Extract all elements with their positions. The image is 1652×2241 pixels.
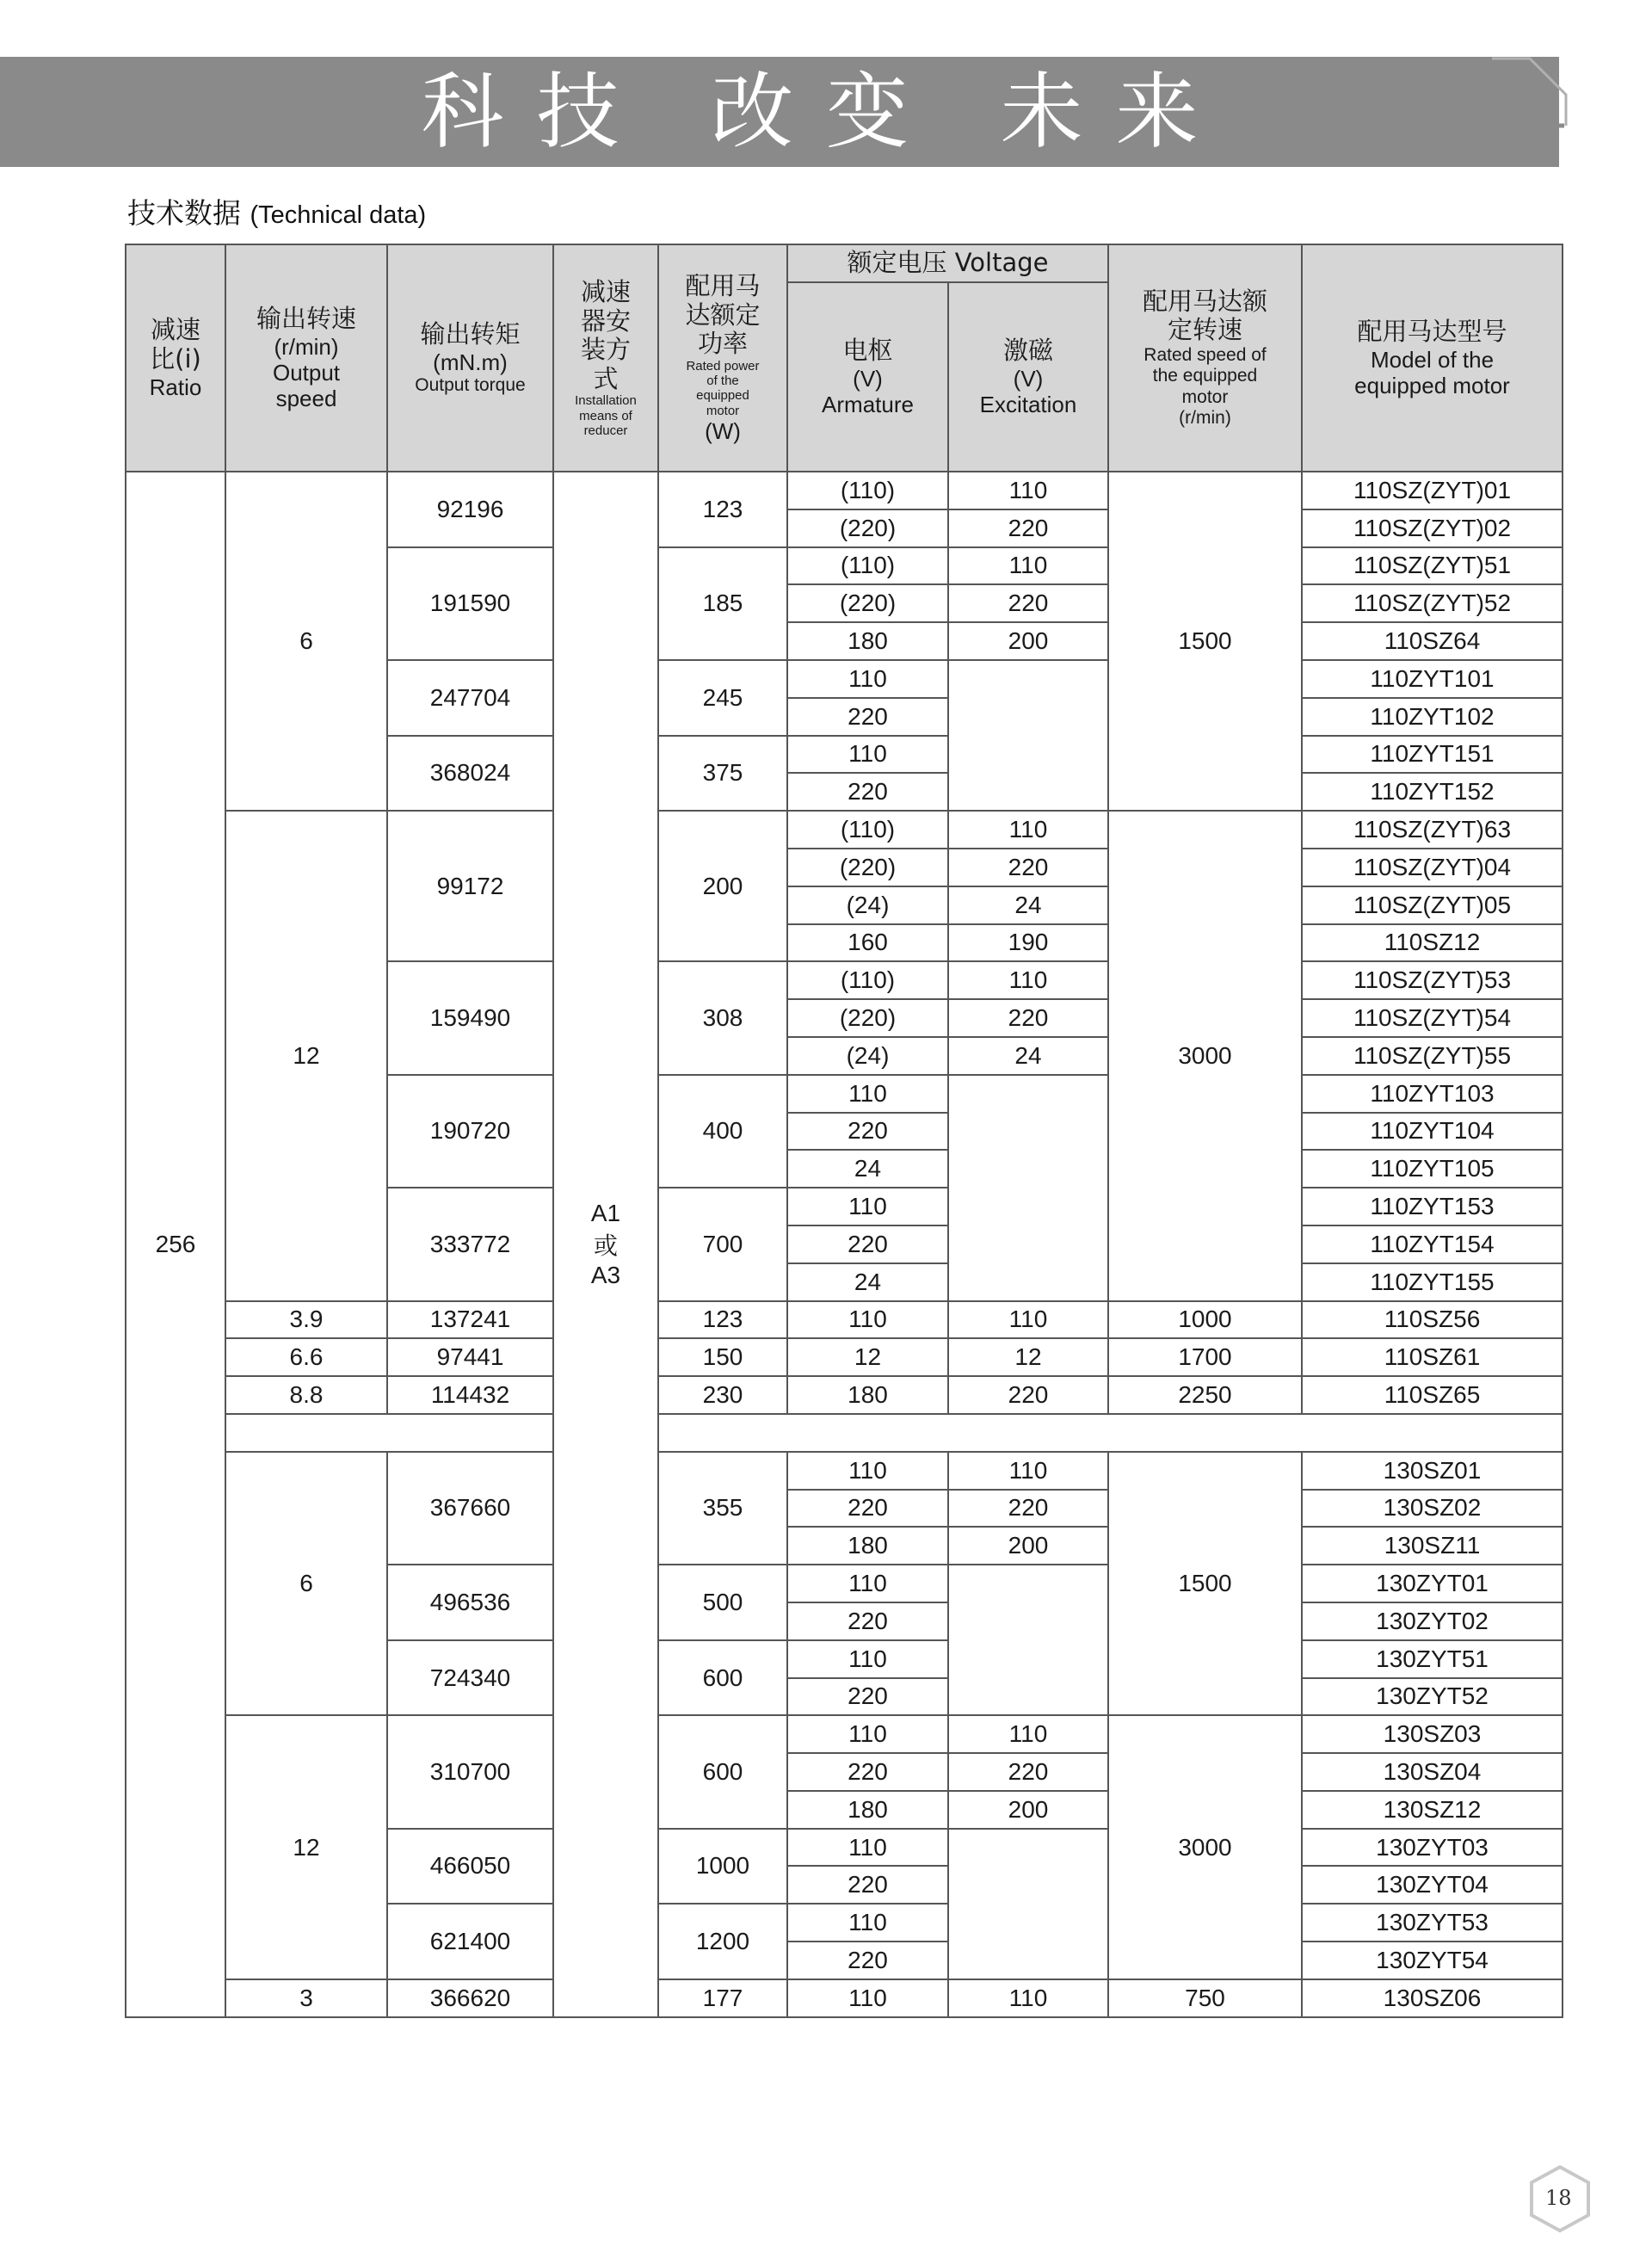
rated-speed-cell: 1500 [1108, 1452, 1302, 1716]
armature-cell: (220) [787, 999, 948, 1037]
armature-cell: (110) [787, 472, 948, 509]
armature-cell: 24 [787, 1150, 948, 1188]
excitation-cell: 220 [948, 1490, 1108, 1528]
rated-power-cell: 308 [658, 961, 787, 1074]
armature-cell: (110) [787, 811, 948, 849]
output-torque-cell: 368024 [387, 736, 553, 812]
rated-speed-cell: 3000 [1108, 1715, 1302, 1979]
output-torque-cell: 724340 [387, 1640, 553, 1716]
output-speed-cell: 3 [225, 1979, 387, 2017]
armature-cell: 220 [787, 1753, 948, 1791]
section-title [127, 191, 426, 232]
output-torque-cell: 190720 [387, 1075, 553, 1188]
output-torque-cell: 114432 [387, 1376, 553, 1414]
excitation-cell: 110 [948, 1452, 1108, 1490]
armature-cell: 110 [787, 1904, 948, 1942]
armature-cell: 110 [787, 1452, 948, 1490]
armature-cell: 220 [787, 1942, 948, 1979]
excitation-cell: 110 [948, 811, 1108, 849]
output-torque-cell: 159490 [387, 961, 553, 1074]
armature-cell: 110 [787, 1715, 948, 1753]
armature-cell: 220 [787, 1678, 948, 1716]
header-excitation: 激磁 (V) Excitation [948, 282, 1108, 472]
motor-model-cell: 130SZ04 [1302, 1753, 1563, 1791]
banner-title: 科技 改变 未来 [421, 64, 1231, 160]
output-torque-cell: 92196 [387, 472, 553, 547]
excitation-cell: 12 [948, 1338, 1108, 1376]
table-body [126, 472, 1563, 2017]
armature-cell: 110 [787, 1075, 948, 1113]
rated-speed-cell: 750 [1108, 1979, 1302, 2017]
armature-cell: 12 [787, 1338, 948, 1376]
armature-cell: 110 [787, 1565, 948, 1602]
armature-cell: 220 [787, 1113, 948, 1151]
motor-model-cell: 130ZYT03 [1302, 1829, 1563, 1867]
excitation-cell: 110 [948, 1979, 1108, 2017]
armature-cell: 110 [787, 1829, 948, 1867]
table-row [126, 1301, 1563, 1339]
excitation-cell: 220 [948, 584, 1108, 622]
excitation-cell-empty [948, 1565, 1108, 1715]
motor-model-cell: 110ZYT102 [1302, 698, 1563, 736]
armature-cell: (24) [787, 886, 948, 924]
motor-model-cell: 130ZYT53 [1302, 1904, 1563, 1942]
output-torque-cell: 310700 [387, 1715, 553, 1828]
header-armature: 电枢 (V) Armature [787, 282, 948, 472]
motor-model-cell: 130ZYT54 [1302, 1942, 1563, 1979]
header-row-1 [126, 244, 1563, 282]
technical-data-table [125, 244, 1563, 2018]
armature-cell: 180 [787, 1527, 948, 1565]
rated-power-cell: 123 [658, 1301, 787, 1339]
header-ratio: 减速 比(i) Ratio [126, 244, 225, 472]
excitation-cell: 200 [948, 622, 1108, 660]
gap-cell [225, 1414, 553, 1452]
motor-model-cell: 130SZ02 [1302, 1490, 1563, 1528]
motor-model-cell: 110SZ65 [1302, 1376, 1563, 1414]
motor-model-cell: 130SZ06 [1302, 1979, 1563, 2017]
rated-power-cell: 600 [658, 1715, 787, 1828]
rated-power-cell: 355 [658, 1452, 787, 1565]
motor-model-cell: 110SZ(ZYT)04 [1302, 849, 1563, 886]
output-torque-cell: 191590 [387, 547, 553, 660]
section-title-zh: 技术数据 [127, 196, 241, 230]
output-torque-cell: 466050 [387, 1829, 553, 1905]
motor-model-cell: 110SZ(ZYT)53 [1302, 961, 1563, 999]
excitation-cell: 110 [948, 961, 1108, 999]
motor-model-cell: 110ZYT153 [1302, 1188, 1563, 1225]
page-number: 18 [1545, 2186, 1572, 2210]
excitation-cell: 220 [948, 1753, 1108, 1791]
armature-cell: 220 [787, 1866, 948, 1904]
armature-cell: 160 [787, 924, 948, 962]
excitation-cell-empty [948, 660, 1108, 811]
armature-cell: 220 [787, 1490, 948, 1528]
section-title-en: (Technical data) [250, 201, 427, 229]
output-speed-cell: 12 [225, 1715, 387, 1979]
rated-power-cell: 400 [658, 1075, 787, 1188]
output-speed-cell: 6 [225, 472, 387, 811]
rated-power-cell: 1000 [658, 1829, 787, 1905]
excitation-cell: 110 [948, 1715, 1108, 1753]
ratio-cell: 256 [126, 472, 225, 2017]
output-torque-cell: 366620 [387, 1979, 553, 2017]
rated-power-cell: 700 [658, 1188, 787, 1300]
excitation-cell: 220 [948, 849, 1108, 886]
excitation-cell: 190 [948, 924, 1108, 962]
motor-model-cell: 130ZYT02 [1302, 1602, 1563, 1640]
output-speed-cell: 12 [225, 811, 387, 1300]
motor-model-cell: 110SZ(ZYT)55 [1302, 1037, 1563, 1075]
table-row [126, 1715, 1563, 1753]
header-output-torque: 输出转矩 (mN.m) Output torque [387, 244, 553, 472]
armature-cell: (220) [787, 584, 948, 622]
excitation-cell: 24 [948, 886, 1108, 924]
gap-cell [658, 1414, 1563, 1452]
motor-model-cell: 110ZYT101 [1302, 660, 1563, 698]
motor-model-cell: 110SZ(ZYT)02 [1302, 509, 1563, 547]
armature-cell: (110) [787, 961, 948, 999]
motor-model-cell: 110SZ(ZYT)54 [1302, 999, 1563, 1037]
installation-option: A3 [590, 1261, 621, 1288]
armature-cell: 24 [787, 1263, 948, 1301]
output-torque-cell: 97441 [387, 1338, 553, 1376]
armature-cell: 220 [787, 1602, 948, 1640]
rated-speed-cell: 1700 [1108, 1338, 1302, 1376]
rated-power-cell: 600 [658, 1640, 787, 1716]
armature-cell: (220) [787, 509, 948, 547]
armature-cell: 110 [787, 1979, 948, 2017]
motor-model-cell: 130SZ01 [1302, 1452, 1563, 1490]
motor-model-cell: 110ZYT151 [1302, 736, 1563, 774]
excitation-cell-empty [948, 1829, 1108, 1979]
motor-model-cell: 130SZ03 [1302, 1715, 1563, 1753]
output-torque-cell: 247704 [387, 660, 553, 736]
motor-model-cell: 110SZ64 [1302, 622, 1563, 660]
table-row [126, 811, 1563, 849]
installation-option: A1 [590, 1199, 621, 1226]
technical-data-table-wrapper [125, 244, 1562, 2018]
page-corner-fold-icon [1483, 53, 1569, 139]
armature-cell: 110 [787, 660, 948, 698]
excitation-cell: 220 [948, 509, 1108, 547]
installation-option: 或 [593, 1232, 618, 1259]
header-installation: 减速 器安 装方 式 Installation means of reducer [553, 244, 658, 472]
motor-model-cell: 110ZYT104 [1302, 1113, 1563, 1151]
table-row [126, 1452, 1563, 1490]
armature-cell: (220) [787, 849, 948, 886]
header-rated-speed: 配用马达额 定转速 Rated speed of the equipped motor (r/min) [1108, 244, 1302, 472]
excitation-cell: 110 [948, 1301, 1108, 1339]
header-voltage: 额定电压 Voltage [787, 244, 1108, 282]
motor-model-cell: 130ZYT51 [1302, 1640, 1563, 1678]
rated-power-cell: 230 [658, 1376, 787, 1414]
output-torque-cell: 137241 [387, 1301, 553, 1339]
excitation-cell: 220 [948, 999, 1108, 1037]
motor-model-cell: 110SZ56 [1302, 1301, 1563, 1339]
excitation-cell: 200 [948, 1527, 1108, 1565]
armature-cell: 180 [787, 622, 948, 660]
excitation-cell: 220 [948, 1376, 1108, 1414]
motor-model-cell: 110ZYT105 [1302, 1150, 1563, 1188]
header-output-speed: 输出转速 (r/min) Output speed [225, 244, 387, 472]
rated-power-cell: 150 [658, 1338, 787, 1376]
rated-power-cell: 177 [658, 1979, 787, 2017]
output-torque-cell: 333772 [387, 1188, 553, 1300]
armature-cell: 110 [787, 736, 948, 774]
motor-model-cell: 110SZ(ZYT)52 [1302, 584, 1563, 622]
table-row [126, 472, 1563, 509]
output-speed-cell: 6 [225, 1452, 387, 1716]
excitation-cell: 110 [948, 547, 1108, 585]
excitation-cell: 200 [948, 1791, 1108, 1829]
motor-model-cell: 130ZYT01 [1302, 1565, 1563, 1602]
table-row [126, 1979, 1563, 2017]
rated-power-cell: 123 [658, 472, 787, 547]
motor-model-cell: 110ZYT155 [1302, 1263, 1563, 1301]
output-speed-cell: 8.8 [225, 1376, 387, 1414]
rated-speed-cell: 1000 [1108, 1301, 1302, 1339]
output-torque-cell: 621400 [387, 1904, 553, 1979]
rated-power-cell: 185 [658, 547, 787, 660]
header-rated-power: 配用马 达额定 功率 Rated power of the equipped motor (W) [658, 244, 787, 472]
motor-model-cell: 110ZYT154 [1302, 1225, 1563, 1263]
rated-speed-cell: 3000 [1108, 811, 1302, 1300]
motor-model-cell: 130SZ12 [1302, 1791, 1563, 1829]
output-torque-cell: 99172 [387, 811, 553, 961]
armature-cell: 220 [787, 698, 948, 736]
motor-model-cell: 110SZ(ZYT)05 [1302, 886, 1563, 924]
rated-power-cell: 500 [658, 1565, 787, 1640]
motor-model-cell: 130ZYT52 [1302, 1678, 1563, 1716]
motor-model-cell: 110SZ(ZYT)63 [1302, 811, 1563, 849]
output-torque-cell: 496536 [387, 1565, 553, 1640]
armature-cell: 180 [787, 1376, 948, 1414]
output-torque-cell: 367660 [387, 1452, 553, 1565]
rated-speed-cell: 2250 [1108, 1376, 1302, 1414]
excitation-cell: 110 [948, 472, 1108, 509]
rated-power-cell: 375 [658, 736, 787, 812]
excitation-cell-empty [948, 1075, 1108, 1301]
installation-cell [553, 472, 658, 2017]
motor-model-cell: 110ZYT103 [1302, 1075, 1563, 1113]
motor-model-cell: 130SZ11 [1302, 1527, 1563, 1565]
table-row [126, 1376, 1563, 1414]
armature-cell: (110) [787, 547, 948, 585]
armature-cell: 110 [787, 1640, 948, 1678]
motor-model-cell: 110SZ(ZYT)01 [1302, 472, 1563, 509]
armature-cell: 110 [787, 1301, 948, 1339]
output-speed-cell: 3.9 [225, 1301, 387, 1339]
header-motor-model: 配用马达型号 Model of the equipped motor [1302, 244, 1563, 472]
rated-speed-cell: 1500 [1108, 472, 1302, 811]
table-row [126, 1338, 1563, 1376]
motor-model-cell: 130ZYT04 [1302, 1866, 1563, 1904]
armature-cell: (24) [787, 1037, 948, 1075]
armature-cell: 110 [787, 1188, 948, 1225]
rated-power-cell: 200 [658, 811, 787, 961]
motor-model-cell: 110SZ(ZYT)51 [1302, 547, 1563, 585]
output-speed-cell: 6.6 [225, 1338, 387, 1376]
armature-cell: 180 [787, 1791, 948, 1829]
rated-power-cell: 245 [658, 660, 787, 736]
excitation-cell: 24 [948, 1037, 1108, 1075]
motor-model-cell: 110SZ12 [1302, 924, 1563, 962]
table-gap-row [126, 1414, 1563, 1452]
armature-cell: 220 [787, 773, 948, 811]
motor-model-cell: 110ZYT152 [1302, 773, 1563, 811]
motor-model-cell: 110SZ61 [1302, 1338, 1563, 1376]
rated-power-cell: 1200 [658, 1904, 787, 1979]
armature-cell: 220 [787, 1225, 948, 1263]
